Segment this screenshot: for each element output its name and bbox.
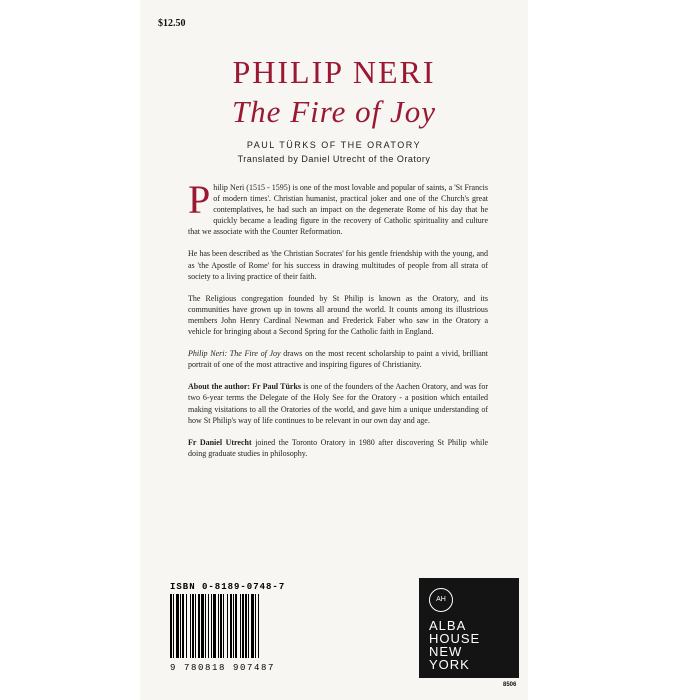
publisher-emblem-icon: AH [429, 588, 453, 612]
blurb-paragraph-6 [188, 437, 488, 459]
blurb-p5-text: is one of the founders of the Aachen Oratory, and was for two 6-year terms the Delegate of the Holy See for the Oratory - a position which entailed making visitations to all the Oratories of the world, and gave him a unique understanding of how St Philip's way of life continues to be relevant in our own day and age. [188, 382, 488, 425]
blurb-paragraph-1 [188, 177, 488, 237]
blurb-p1-text: hilip Neri (1515 - 1595) is one of the most lovable and popular of saints, a 'St Francis of modern times'. Christian humanist, practical joker and one of the Church's great contemplatives, he had such an impact on the degenerate Rome of his day that he quickly became a leading figure in the recovery of Catholic spirituality and culture that we associate with the Counter Reformation. [188, 183, 488, 237]
blurb-paragraph-5 [188, 381, 488, 425]
about-author-heading: About the author: Fr Paul Türks [188, 382, 302, 392]
publisher-logo [419, 578, 519, 678]
translator-name: Fr Daniel Utrecht [188, 437, 252, 447]
translator-line: Translated by Daniel Utrecht of the Oratory [237, 154, 431, 164]
book-title-italic: Philip Neri: The Fire of Joy [188, 349, 281, 359]
book-title: PHILIP NERI [232, 54, 436, 90]
barcode-digits: 9 780818 907487 [170, 663, 276, 673]
barcode-bars-icon [170, 594, 294, 658]
blurb-paragraph-2: He has been described as 'the Christian Socrates' for his gentle friendship with the young, and as 'the Apostle of Rome' for his success in drawing multitudes of people from all strata of society to a living practice of their faith. [188, 249, 488, 281]
publisher-line-2: HOUSE [429, 631, 481, 646]
catalog-code: 8506 [503, 682, 517, 688]
isbn-barcode [170, 582, 294, 672]
publisher-line-4: YORK [429, 657, 470, 672]
book-subtitle: The Fire of Joy [231, 94, 437, 129]
blurb-p6-text: joined the Toronto Oratory in 1980 after discovering St Philip while doing graduate studies in philosophy. [188, 437, 489, 458]
isbn-label: ISBN 0-8189-0748-7 [170, 582, 286, 592]
drop-cap: P [188, 177, 211, 222]
publisher-line-1: ALBA [429, 618, 467, 633]
blurb-p4-text: draws on the most recent scholarship to paint a vivid, brilliant portrait of one of the most attractive and inspiring figures of Christianity. [188, 349, 488, 370]
blurb-text [188, 177, 489, 470]
price-label: $12.50 [158, 18, 186, 29]
blurb-paragraph-4 [188, 348, 488, 370]
author-line: PAUL TÜRKS OF THE ORATORY [246, 140, 422, 150]
blurb-paragraph-3: The Religious congregation founded by St Philip is known as the Oratory, and its communities have grown up in towns all around the world. It counts among its illustrious members John Henry Cardinal Newman and Frederick Faber who saw in the Oratory a vehicle for bringing about a Second Spring for the Catholic faith in England. [188, 293, 488, 337]
publisher-line-3: NEW [429, 644, 463, 659]
